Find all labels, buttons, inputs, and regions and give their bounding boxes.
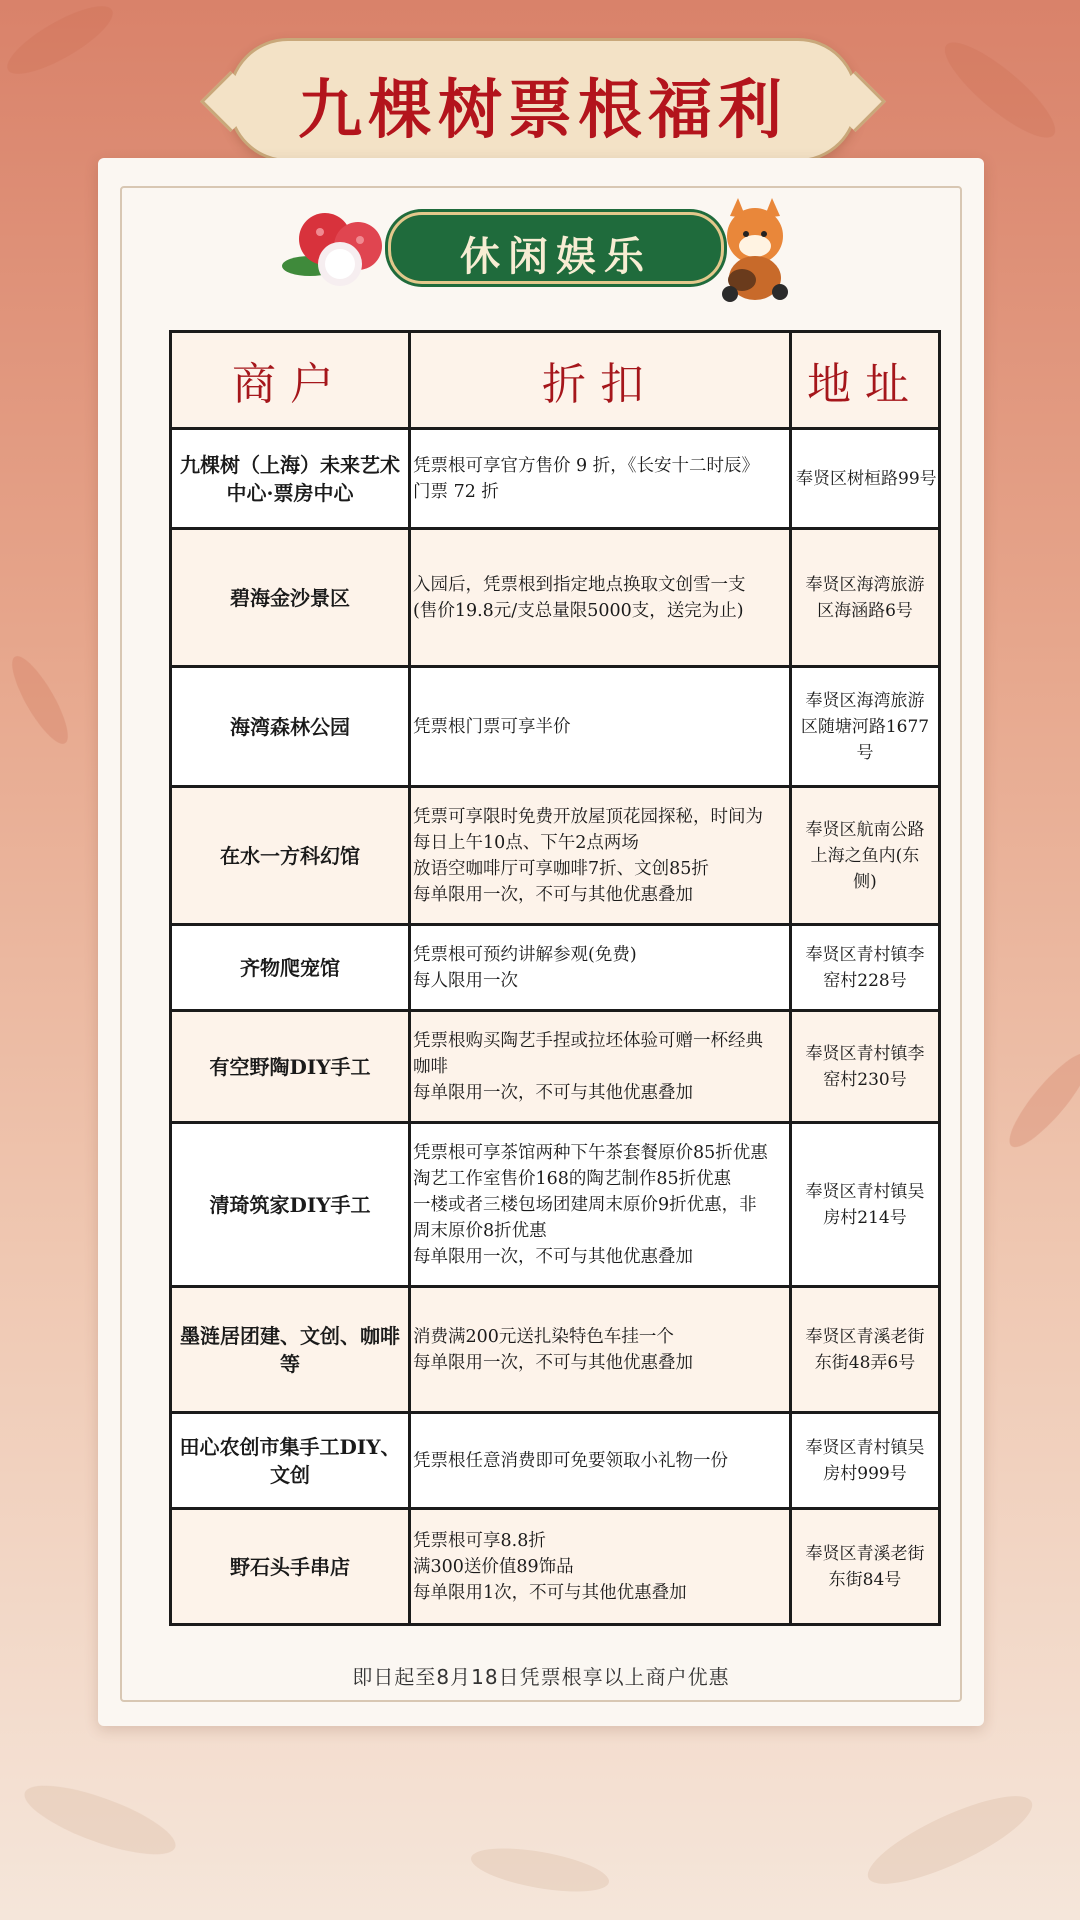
discount-cell-line: 凭票根可预约讲解参观(免费) (413, 944, 637, 965)
merchant-cell-line: 碧海金沙景区 (230, 585, 350, 610)
merchant-cell-line: 野石头手串店 (230, 1554, 350, 1579)
discount-cell-line: 放语空咖啡厅可享咖啡7折、文创85折 (413, 858, 709, 879)
merchant-cell (171, 1123, 410, 1287)
discount-cell-line: 咖啡 (413, 1056, 448, 1077)
discount-cell-line: 每日上午10点、下午2点两场 (413, 832, 639, 853)
address-cell-line: 奉贤区海湾旅游 (805, 574, 925, 595)
discount-cell-line: 凭票根可享官方售价 9 折，《长安十二时辰》 (413, 455, 760, 476)
discount-cell-line: 凭票根可享8.8折 (413, 1530, 546, 1551)
address-cell (791, 667, 940, 787)
header-merchant: 商户 (171, 332, 410, 429)
discount-cell-line: 每单限用一次，不可与其他优惠叠加 (413, 1246, 693, 1267)
address-cell-line: 窑村228号 (823, 970, 907, 991)
discount-cell-line: 凭票可享限时免费开放屋顶花园探秘，时间为 (413, 806, 763, 827)
address-cell-line: 奉贤区青村镇李 (805, 944, 925, 965)
merchant-cell-line: 九棵树（上海）未来艺术 (180, 452, 400, 477)
merchant-cell (171, 529, 410, 667)
address-cell (791, 1011, 940, 1123)
address-cell-line: 区随塘河路1677 (800, 716, 930, 737)
merchant-cell-line: 等 (280, 1351, 300, 1376)
merchant-cell-line: 有空野陶DIY手工 (209, 1054, 371, 1079)
address-cell-line: 东街84号 (828, 1569, 902, 1590)
merchant-cell-line: 清琦筑家DIY手工 (209, 1192, 371, 1217)
discount-cell-line: 凭票根门票可享半价 (413, 716, 571, 737)
discount-cell-line: 每单限用一次，不可与其他优惠叠加 (413, 884, 693, 905)
page-title: 九棵树票根福利 (298, 74, 788, 148)
table-row (171, 1509, 940, 1625)
table-row (171, 429, 940, 529)
address-cell-line: 区海涵路6号 (817, 600, 913, 621)
address-cell-line: 窑村230号 (823, 1069, 907, 1090)
title-banner (228, 38, 858, 162)
table-row (171, 529, 940, 667)
merchant-cell-line: 海湾森林公园 (230, 714, 350, 739)
merchant-cell (171, 667, 410, 787)
category-label: 休闲娱乐 (460, 234, 652, 280)
discount-cell (410, 1509, 791, 1625)
table-row (171, 1413, 940, 1509)
merchant-cell (171, 925, 410, 1011)
address-cell-line: 房村999号 (823, 1463, 907, 1484)
discount-cell-line: 凭票根可享茶馆两种下午茶套餐原价85折优惠 (413, 1142, 768, 1163)
table-header-row (171, 332, 940, 429)
fox-mascot-icon (700, 196, 810, 306)
merchant-cell-line: 在水一方科幻馆 (220, 843, 360, 868)
discount-cell-line: 每单限用一次，不可与其他优惠叠加 (413, 1352, 693, 1373)
address-cell-line: 奉贤区海湾旅游 (805, 690, 925, 711)
merchant-cell-line: 墨涟居团建、文创、咖啡 (180, 1323, 400, 1348)
table-body (171, 429, 940, 1625)
address-cell (791, 1413, 940, 1509)
merchant-cell (171, 1413, 410, 1509)
discount-cell-line: 每单限用1次，不可与其他优惠叠加 (413, 1582, 687, 1603)
address-cell (791, 529, 940, 667)
address-cell-line: 奉贤区青溪老街 (805, 1543, 925, 1564)
discount-cell-line: 淘艺工作室售价168的陶艺制作85折优惠 (413, 1168, 732, 1189)
address-cell-line: 东街48弄6号 (814, 1352, 916, 1373)
discount-cell-line: 满300送价值89饰品 (413, 1556, 574, 1577)
address-cell (791, 925, 940, 1011)
address-cell-line: 奉贤区青村镇李 (805, 1043, 925, 1064)
table-row (171, 1123, 940, 1287)
address-cell-line: 号 (856, 742, 874, 763)
address-cell-line: 侧) (853, 871, 877, 892)
discount-cell (410, 529, 791, 667)
discount-cell-line: 凭票根购买陶艺手捏或拉坯体验可赠一杯经典 (413, 1030, 763, 1051)
header-address: 地址 (791, 332, 940, 429)
merchant-cell-line: 文创 (270, 1462, 310, 1487)
address-cell-line: 奉贤区航南公路 (805, 819, 925, 840)
header-discount: 折扣 (410, 332, 791, 429)
discount-cell-line: 每单限用一次，不可与其他优惠叠加 (413, 1082, 693, 1103)
address-cell (791, 429, 940, 529)
address-cell (791, 1287, 940, 1413)
discount-cell-line: 门票 72 折 (413, 481, 499, 502)
discount-cell (410, 429, 791, 529)
discount-cell-line: 消费满200元送扎染特色车挂一个 (413, 1326, 674, 1347)
merchant-cell (171, 429, 410, 529)
footer-note: 即日起至8月18日凭票根享以上商户优惠 (352, 1665, 730, 1689)
discount-cell (410, 787, 791, 925)
discount-cell-line: 一楼或者三楼包场团建周末原价9折优惠，非 (413, 1194, 757, 1215)
discount-cell-line: 每人限用一次 (413, 970, 518, 991)
merchant-cell (171, 1287, 410, 1413)
discount-cell-line: 凭票根任意消费即可免要领取小礼物一份 (413, 1450, 728, 1471)
discount-cell (410, 1123, 791, 1287)
lychee-icon (280, 194, 400, 294)
address-cell-line: 房村214号 (823, 1207, 907, 1228)
discount-cell (410, 1413, 791, 1509)
table-row (171, 667, 940, 787)
merchant-discount-table (169, 330, 941, 1626)
table-row (171, 1287, 940, 1413)
merchant-cell (171, 1011, 410, 1123)
address-cell-line: 奉贤区青村镇吴 (805, 1437, 925, 1458)
merchant-cell (171, 787, 410, 925)
discount-cell-line: 周末原价8折优惠 (413, 1220, 547, 1241)
discount-cell (410, 667, 791, 787)
address-cell (791, 1509, 940, 1625)
discount-cell-line: 入园后，凭票根到指定地点换取文创雪一支 (413, 574, 746, 595)
address-cell-line: 奉贤区青溪老街 (805, 1326, 925, 1347)
address-cell (791, 1123, 940, 1287)
table-row (171, 1011, 940, 1123)
merchant-cell-line: 田心农创市集手工DIY、 (179, 1434, 401, 1459)
table-row (171, 925, 940, 1011)
table-row (171, 787, 940, 925)
category-badge (388, 212, 724, 284)
address-cell-line: 奉贤区树桓路99号 (796, 468, 937, 489)
discount-cell (410, 1287, 791, 1413)
merchant-cell-line: 中心·票房中心 (226, 480, 354, 505)
discount-cell (410, 925, 791, 1011)
address-cell (791, 787, 940, 925)
address-cell-line: 上海之鱼内(东 (810, 845, 920, 866)
discount-cell (410, 1011, 791, 1123)
merchant-cell (171, 1509, 410, 1625)
merchant-cell-line: 齐物爬宠馆 (240, 955, 340, 980)
address-cell-line: 奉贤区青村镇吴 (805, 1181, 925, 1202)
discount-cell-line: (售价19.8元/支总量限5000支，送完为止) (413, 600, 744, 621)
